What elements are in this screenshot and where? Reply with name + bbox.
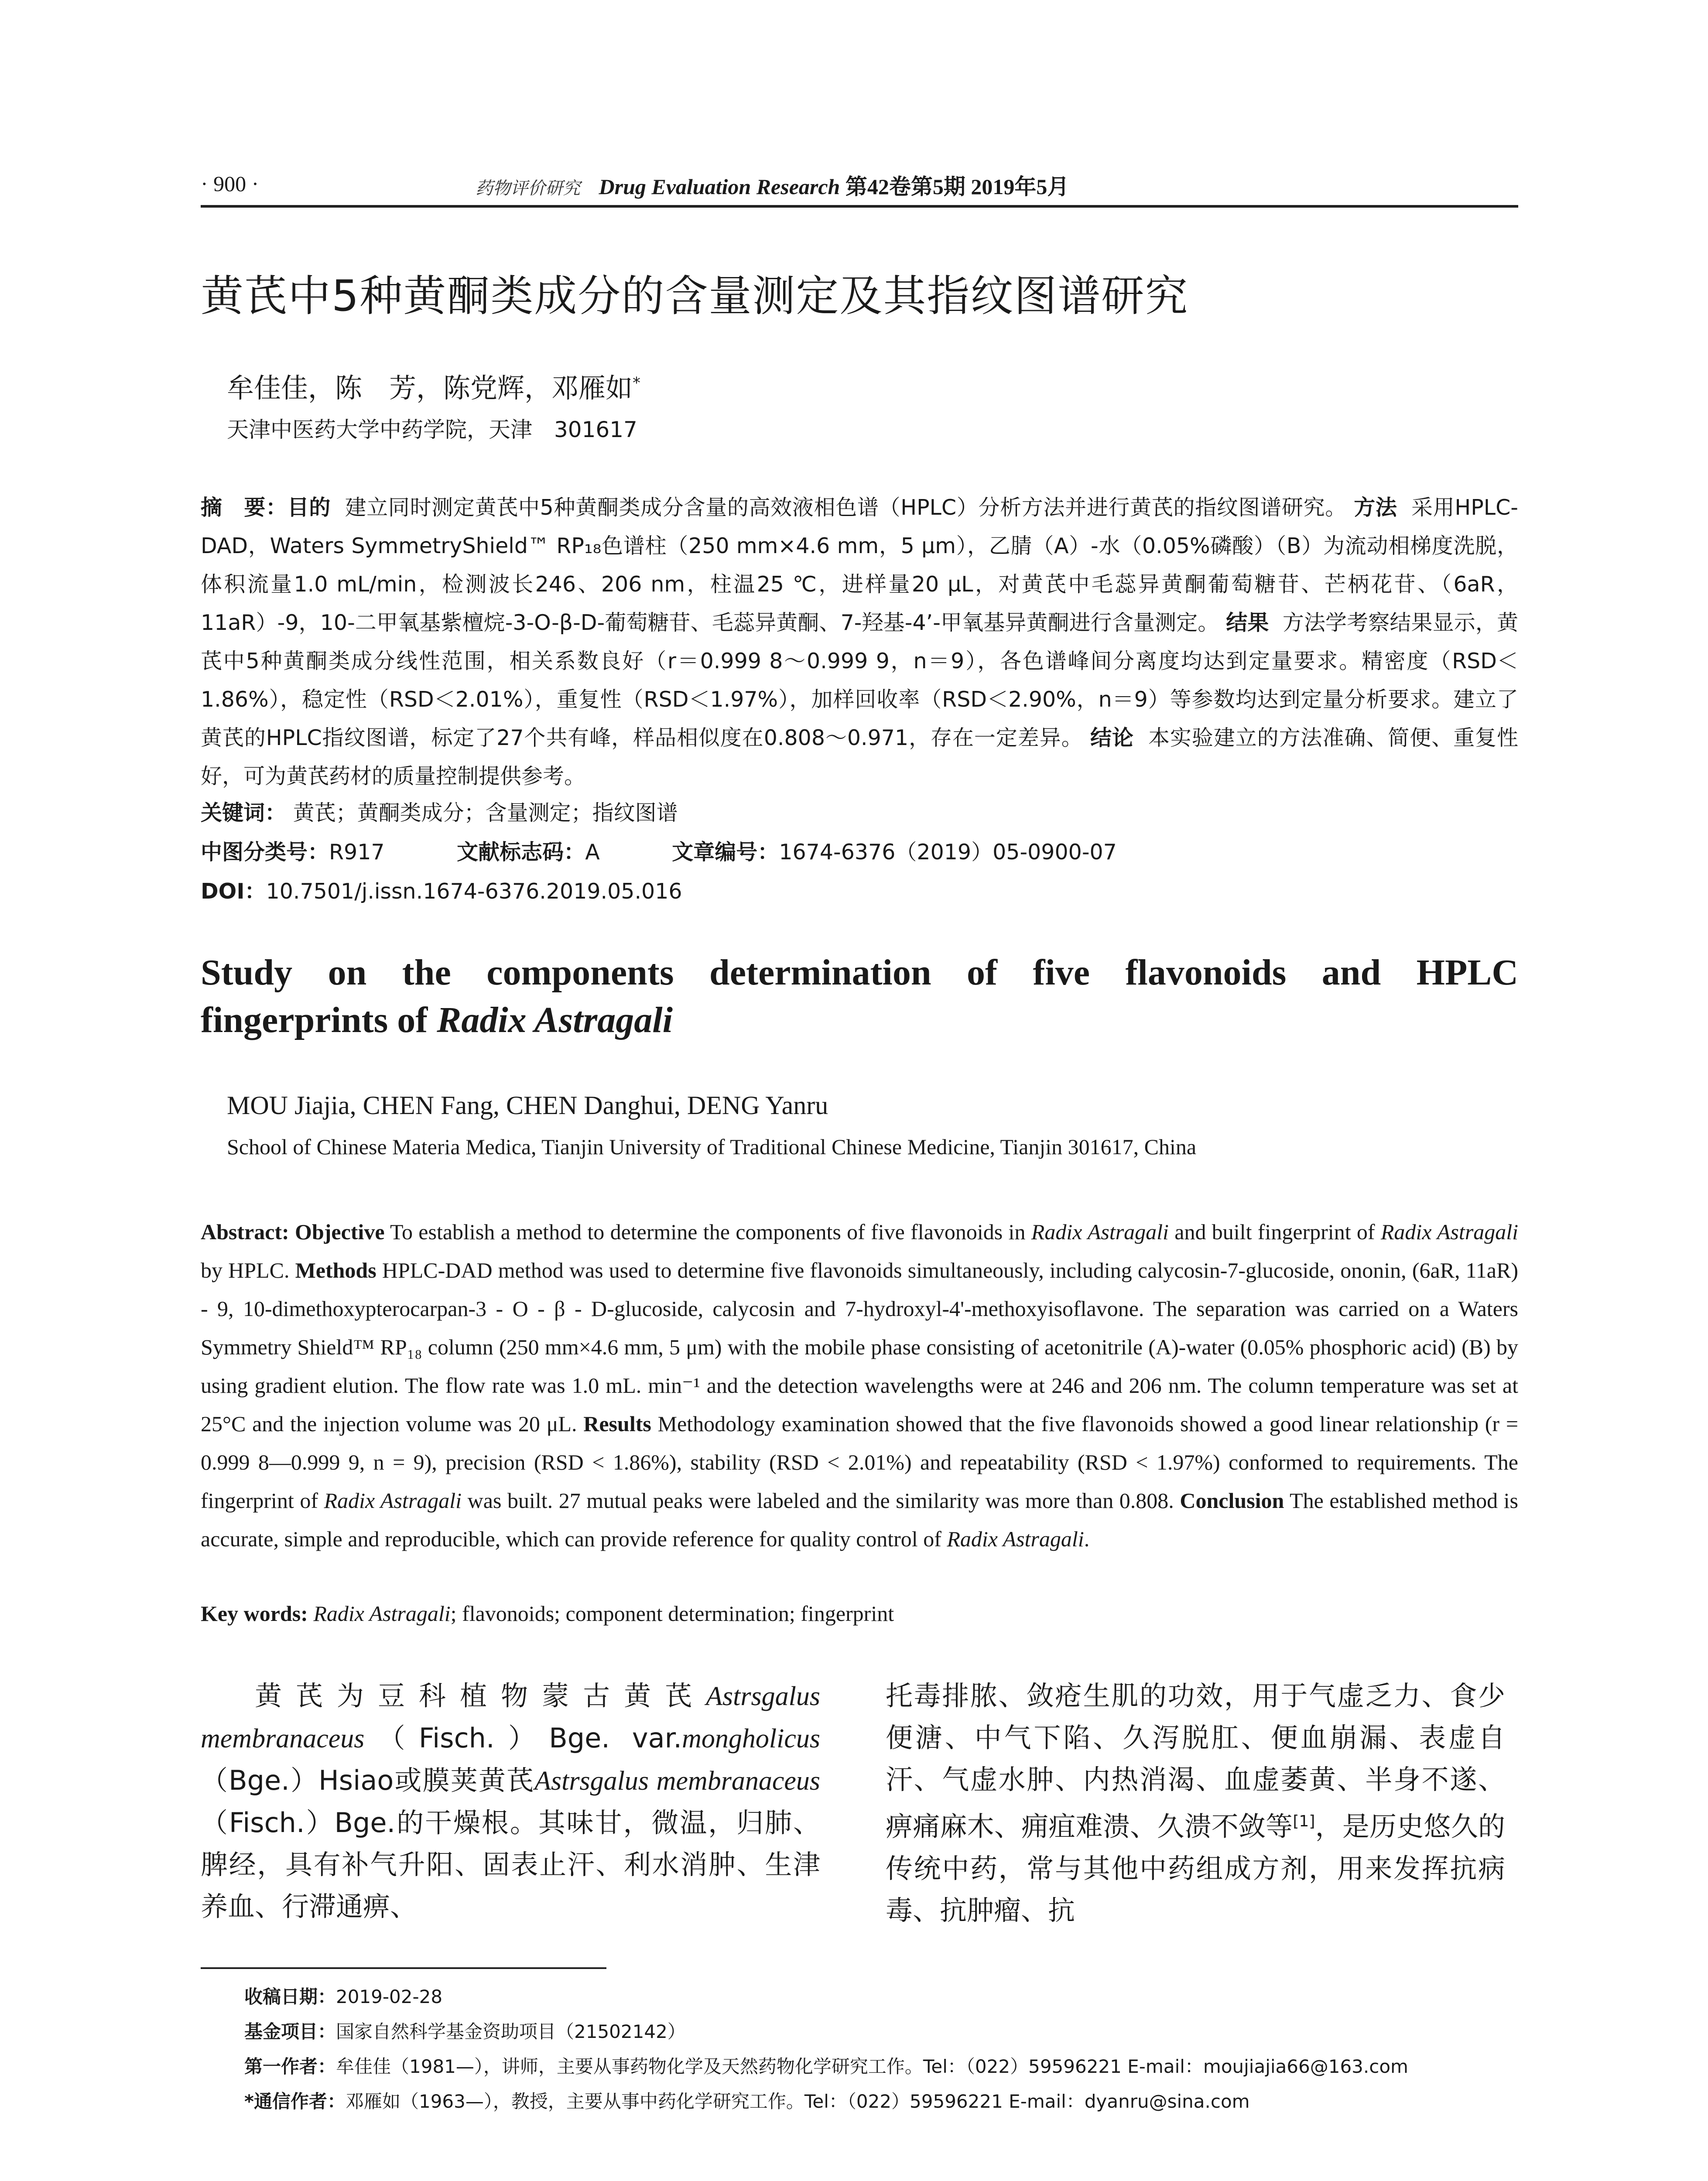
cn-abstract-label: 摘 要：: [201, 495, 288, 520]
cn-classification: 中图分类号：R917 文献标志码：A 文章编号：1674-6376（2019）05-0900-07: [201, 840, 1117, 865]
footnote-corresponding: *通信作者：邓雁如（1963—），教授，主要从事中药化学研究工作。Tel：（022）59596221 E-mail：dyanru@sina.com: [244, 2091, 1250, 2112]
en-affiliation: School of Chinese Materia Medica, Tianjin University of Traditional Chinese Medicine, Tianjin 301617, China: [227, 1135, 1197, 1159]
issue-info: 第42卷第5期 2019年5月: [845, 174, 1069, 199]
en-keywords: Key words: Radix Astragali; flavonoids; component determination; fingerprint: [201, 1601, 894, 1626]
journal-name: Drug Evaluation Research: [599, 174, 840, 199]
footnote-received: 收稿日期：2019-02-28: [244, 1986, 443, 2007]
en-authors: MOU Jiajia, CHEN Fang, CHEN Danghui, DENG Yanru: [227, 1091, 828, 1120]
footnote-fund: 基金项目：国家自然科学基金资助项目（21502142）: [244, 2021, 686, 2042]
doi: DOI：10.7501/j.issn.1674-6376.2019.05.016: [201, 879, 682, 904]
en-abstract: Abstract: Objective To establish a method to determine the components of five flavonoids in Radix Astragali and built fingerprint of Radix Astragali by HPLC. Methods HPLC-DAD method was used to determine five flavonoids simultaneously, including calycosin-7-glucoside, ononin, (6aR, 11aR) - 9, 10-dimethoxypterocarpan-3 - O - β - D-glucoside, calycosin and 7-hydroxyl-4'-methoxyisoflavone. The separation was carried on a Waters Symmetry Shield™ RP₁₈ column (250 mm×4.6 mm, 5 μm) with the mobile phase consisting of acetonitrile (A)-water (0.05% phosphoric acid) (B) by using gradient elution. The flow rate was 1.0 mL. min⁻¹ and the detection wavelengths were at 246 and 206 nm. The column temperature was set at 25°C and the injection volume was 20 μL. Results Methodology examination showed that the five flavonoids showed a good linear relationship (r = 0.999 8—0.999 9, n = 9), precision (RSD < 1.86%), stability (RSD < 2.01%) and repeatability (RSD < 1.97%) conformed to requirements. The fingerprint of Radix Astragali was built. 27 mutual peaks were labeled and the similarity was more than 0.808. Conclusion The established method is accurate, simple and reproducible, which can provide reference for quality control of Radix Astragali.: [201, 1220, 1519, 1551]
body-column-left: 黄芪为豆科植物蒙古黄芪Astrsgalus membranaceus（Fisch.）Bge. var.mongholicus（Bge.）Hsiao或膜荚黄芪Astrsgalus membranaceus（Fisch.）Bge.的干燥根。其味甘，微温，归肺、脾经，具有补气升阳、固表止汗、利水消肿、生津养血、行滞通痹、: [201, 1680, 820, 1922]
cn-abstract: 摘 要：目的 建立同时测定黄芪中5种黄酮类成分含量的高效液相色谱（HPLC）分析方法并进行黄芪的指纹图谱研究。 方法 采用HPLC-DAD，Waters SymmetryShield™ RP₁₈色谱柱（250 mm×4.6 mm，5 μm），乙腈（A）-水（0.05%磷酸）（B）为流动相梯度洗脱，体积流量1.0 mL/min，检测波长246、206 nm，柱温25 ℃，进样量20 μL，对黄芪中毛蕊异黄酮葡萄糖苷、芒柄花苷、（6aR，11aR）-9，10-二甲氧基紫檀烷-3-O-β-D-葡萄糖苷、毛蕊异黄酮、7-羟基-4’-甲氧基异黄酮进行含量测定。 结果 方法学考察结果显示，黄芪中5种黄酮类成分线性范围，相关系数良好（r＝0.999 8～0.999 9，n＝9），各色谱峰间分离度均达到定量要求。精密度（RSD＜1.86%），稳定性（RSD＜2.01%），重复性（RSD＜1.97%），加样回收率（RSD＜2.90%，n＝9）等参数均达到定量分析要求。建立了黄芪的HPLC指纹图谱，标定了27个共有峰，样品相似度在0.808～0.971，存在一定差异。 结论 本实验建立的方法准确、简便、重复性好，可为黄芪药材的质量控制提供参考。: [201, 495, 1518, 789]
footnote-first-author: 第一作者：牟佳佳（1981—），讲师，主要从事药物化学及天然药物化学研究工作。Tel：（022）59596221 E-mail：moujiajia66@163.com: [244, 2056, 1408, 2077]
cn-title: 黄芪中5种黄酮类成分的含量测定及其指纹图谱研究: [201, 271, 1189, 321]
en-title-line1: Study on the components determination of five flavonoids and HPLC: [201, 952, 1518, 993]
page-number: · 900 ·: [201, 171, 259, 196]
footnote-rule: [201, 1967, 606, 1969]
citation-ref: [1]: [1293, 1812, 1315, 1830]
header-rule: [201, 205, 1518, 208]
cn-authors: 牟佳佳，陈 芳，陈党辉，邓雁如*: [227, 372, 641, 404]
running-header: [476, 169, 1069, 201]
body-column-right: 托毒排脓、敛疮生肌的功效，用于气虚乏力、食少便溏、中气下陷、久泻脱肛、便血崩漏、表虚自汗、气虚水肿、内热消渴、血虚萎黄、半身不遂、痹痛麻木、痈疽难溃、久溃不敛等[1]，是历史悠久的传统中药，常与其他中药组成方剂，用来发挥抗病毒、抗肿瘤、抗: [886, 1680, 1505, 1926]
cn-affiliation: 天津中医药大学中药学院，天津 301617: [227, 417, 637, 442]
en-title-line2: fingerprints of Radix Astragali: [201, 1000, 673, 1040]
journal-logo: 药物评价研究: [476, 178, 580, 198]
cn-keywords: 关键词： 黄芪；黄酮类成分；含量测定；指纹图谱: [201, 800, 678, 825]
